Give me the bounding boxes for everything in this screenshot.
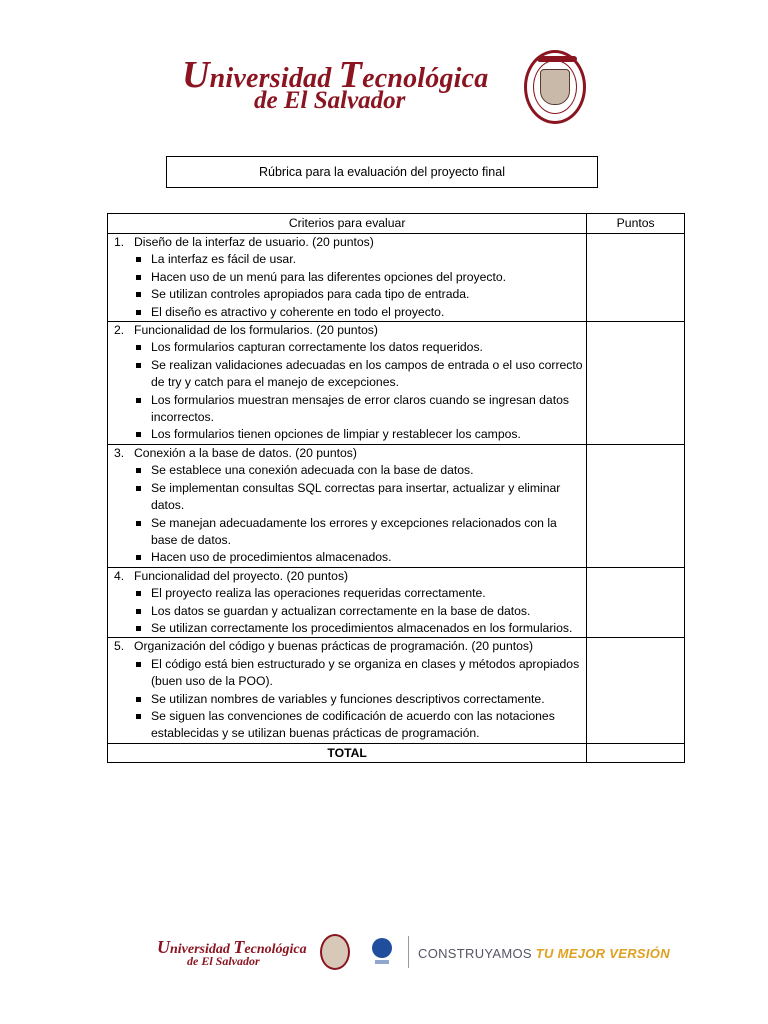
list-item: Se siguen las convenciones de codificación de acuerdo con las notaciones establecidas y se utilizan buenas prácticas de programación. [134, 708, 586, 743]
points-cell [587, 567, 685, 638]
university-seal-icon [524, 50, 586, 124]
points-cell [587, 444, 685, 567]
criteria-cell [108, 444, 587, 567]
table-row [108, 638, 685, 743]
section-title: 5. Organización del código y buenas prácticas de programación. (20 puntos) [114, 639, 534, 654]
footer-branding: Universidad Tecnológica de El Salvador CONSTRUYAMOS TU MEJOR VERSIÓN [157, 934, 617, 976]
criteria-list [108, 462, 586, 566]
list-item: Se utilizan nombres de variables y funciones descriptivos correctamente. [134, 691, 586, 708]
criteria-list [108, 251, 586, 321]
list-item: El proyecto realiza las operaciones requeridas correctamente. [134, 585, 586, 602]
list-item: La interfaz es fácil de usar. [134, 251, 586, 268]
criteria-cell [108, 567, 587, 638]
total-points-cell [587, 743, 685, 762]
university-name-line1: Universidad Tecnológica [182, 54, 489, 96]
points-cell [587, 322, 685, 445]
table-row [108, 567, 685, 638]
total-label: TOTAL [108, 743, 587, 762]
university-logo [178, 50, 590, 126]
list-item: Se realizan validaciones adecuadas en los campos de entrada o el uso correcto de try y catch para el manejo de excepciones. [134, 357, 586, 392]
list-item: Se establece una conexión adecuada con la base de datos. [134, 462, 586, 479]
list-item: Los formularios muestran mensajes de error claros cuando se ingresan datos incorrectos. [134, 392, 586, 427]
footer-seal-icon [320, 934, 350, 970]
list-item: Los formularios capturan correctamente los datos requeridos. [134, 339, 586, 356]
criteria-cell [108, 322, 587, 445]
criteria-list [108, 339, 586, 443]
criteria-cell [108, 638, 587, 743]
list-item: Los datos se guardan y actualizan correctamente en la base de datos. [134, 603, 586, 620]
criteria-list [108, 585, 586, 637]
list-item: Se utilizan correctamente los procedimientos almacenados en los formularios. [134, 620, 586, 637]
list-item: El diseño es atractivo y coherente en todo el proyecto. [134, 304, 586, 321]
points-cell [587, 638, 685, 743]
section-title: 2. Funcionalidad de los formularios. (20 puntos) [114, 323, 378, 338]
table-row [108, 444, 685, 567]
rubric-table [107, 213, 685, 763]
footer-divider [408, 936, 409, 968]
table-header-row [108, 214, 685, 234]
table-row [108, 322, 685, 445]
list-item: Se manejan adecuadamente los errores y excepciones relacionados con la base de datos. [134, 515, 586, 550]
footer-slogan: CONSTRUYAMOS TU MEJOR VERSIÓN [418, 946, 670, 961]
list-item: Se implementan consultas SQL correctas para insertar, actualizar y eliminar datos. [134, 480, 586, 515]
criteria-header: Criterios para evaluar [108, 214, 587, 234]
total-row [108, 743, 685, 762]
section-title: 1. Diseño de la interfaz de usuario. (20 puntos) [114, 235, 374, 249]
list-item: Hacen uso de un menú para las diferentes opciones del proyecto. [134, 269, 586, 286]
points-header: Puntos [587, 214, 685, 234]
table-row [108, 234, 685, 322]
criteria-list [108, 656, 586, 743]
section-title: 4. Funcionalidad del proyecto. (20 puntos) [114, 568, 349, 583]
section-title: 3. Conexión a la base de datos. (20 puntos) [114, 445, 357, 460]
list-item: Hacen uso de procedimientos almacenados. [134, 549, 586, 566]
list-item: Se utilizan controles apropiados para cada tipo de entrada. [134, 286, 586, 303]
list-item: Los formularios tienen opciones de limpiar y restablecer los campos. [134, 426, 586, 443]
criteria-cell [108, 234, 587, 322]
list-item: El código está bien estructurado y se organiza en clases y métodos apropiados (buen uso de la POO). [134, 656, 586, 691]
points-cell [587, 234, 685, 322]
csa-logo-icon [372, 938, 392, 962]
document-title: Rúbrica para la evaluación del proyecto final [166, 156, 598, 188]
university-name-line2: de El Salvador [254, 87, 406, 114]
